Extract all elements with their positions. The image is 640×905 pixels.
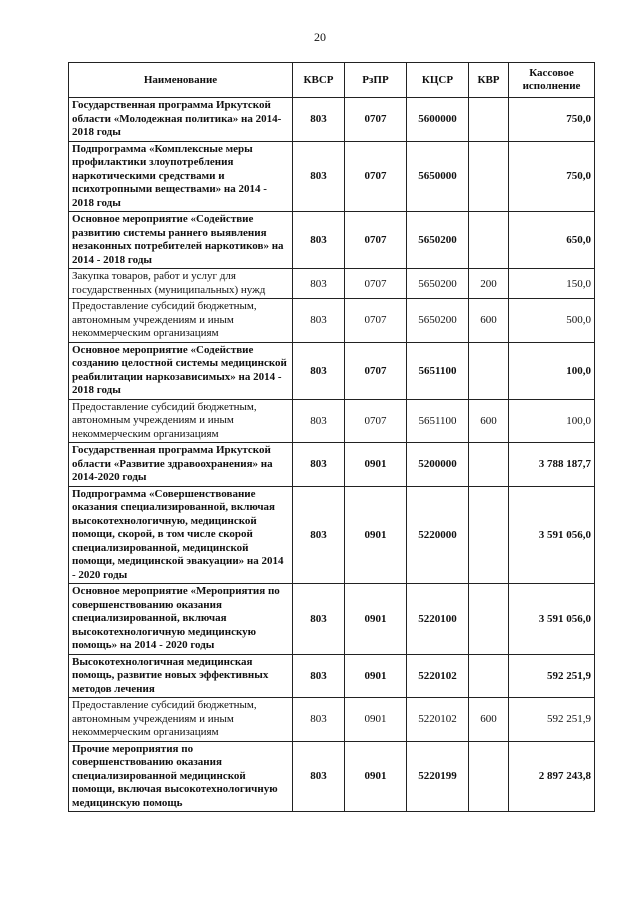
row-kcsr: 5220102 bbox=[407, 698, 469, 742]
row-kvr bbox=[469, 212, 509, 269]
row-rzpr: 0901 bbox=[345, 443, 407, 487]
row-amount: 150,0 bbox=[509, 269, 595, 299]
row-kvr: 200 bbox=[469, 269, 509, 299]
row-kcsr: 5600000 bbox=[407, 98, 469, 142]
row-rzpr: 0901 bbox=[345, 741, 407, 812]
table-row bbox=[69, 399, 595, 443]
row-name: Предоставление субсидий бюджетным, автономным учреждениям и иным некоммерческим организациям bbox=[69, 698, 293, 742]
row-kvr bbox=[469, 584, 509, 655]
row-name: Государственная программа Иркутской области «Развитие здравоохранения» на 2014-2020 годы bbox=[69, 443, 293, 487]
row-kcsr: 5220000 bbox=[407, 486, 469, 584]
row-kcsr: 5220100 bbox=[407, 584, 469, 655]
column-header-kvr: КВР bbox=[469, 63, 509, 98]
row-kcsr: 5200000 bbox=[407, 443, 469, 487]
row-amount: 750,0 bbox=[509, 98, 595, 142]
column-header-kvsr: КВСР bbox=[293, 63, 345, 98]
row-kvsr: 803 bbox=[293, 698, 345, 742]
row-rzpr: 0901 bbox=[345, 654, 407, 698]
column-header-name: Наименование bbox=[69, 63, 293, 98]
row-kvr bbox=[469, 654, 509, 698]
row-name: Закупка товаров, работ и услуг для государственных (муниципальных) нужд bbox=[69, 269, 293, 299]
table-row bbox=[69, 212, 595, 269]
row-rzpr: 0707 bbox=[345, 342, 407, 399]
row-rzpr: 0707 bbox=[345, 269, 407, 299]
row-kcsr: 5650200 bbox=[407, 212, 469, 269]
row-kvr: 600 bbox=[469, 399, 509, 443]
row-kcsr: 5220199 bbox=[407, 741, 469, 812]
column-header-kcsr: КЦСР bbox=[407, 63, 469, 98]
row-rzpr: 0707 bbox=[345, 399, 407, 443]
row-kcsr: 5650000 bbox=[407, 141, 469, 212]
row-kcsr: 5650200 bbox=[407, 269, 469, 299]
row-amount: 592 251,9 bbox=[509, 654, 595, 698]
row-kvsr: 803 bbox=[293, 584, 345, 655]
row-kvr bbox=[469, 98, 509, 142]
row-rzpr: 0901 bbox=[345, 584, 407, 655]
row-amount: 3 788 187,7 bbox=[509, 443, 595, 487]
row-rzpr: 0707 bbox=[345, 212, 407, 269]
row-amount: 2 897 243,8 bbox=[509, 741, 595, 812]
row-kvsr: 803 bbox=[293, 486, 345, 584]
row-name: Подпрограмма «Совершенствование оказания специализированной, включая высокотехнологичную, медицинской помощи, скорой, в том числе скорой специализированной, медицинской помощи, медицинской эвакуации» на 2014 - 2020 годы bbox=[69, 486, 293, 584]
row-kvsr: 803 bbox=[293, 443, 345, 487]
table-header-row bbox=[69, 63, 595, 98]
row-amount: 100,0 bbox=[509, 342, 595, 399]
row-amount: 100,0 bbox=[509, 399, 595, 443]
row-kvsr: 803 bbox=[293, 741, 345, 812]
row-kcsr: 5651100 bbox=[407, 399, 469, 443]
row-kvsr: 803 bbox=[293, 212, 345, 269]
table-row bbox=[69, 654, 595, 698]
table-row bbox=[69, 299, 595, 343]
table-row bbox=[69, 98, 595, 142]
row-amount: 750,0 bbox=[509, 141, 595, 212]
table-row bbox=[69, 269, 595, 299]
row-name: Государственная программа Иркутской области «Молодежная политика» на 2014-2018 годы bbox=[69, 98, 293, 142]
row-rzpr: 0901 bbox=[345, 698, 407, 742]
row-kvsr: 803 bbox=[293, 654, 345, 698]
row-kcsr: 5651100 bbox=[407, 342, 469, 399]
row-rzpr: 0901 bbox=[345, 486, 407, 584]
row-kcsr: 5650200 bbox=[407, 299, 469, 343]
row-name: Основное мероприятие «Мероприятия по совершенствованию оказания специализированной, включая высокотехнологичную медицинскую помощь» на 2014 - 2020 годы bbox=[69, 584, 293, 655]
row-name: Основное мероприятие «Содействие развитию системы раннего выявления незаконных потребителей наркотиков» на 2014 - 2018 годы bbox=[69, 212, 293, 269]
column-header-rzpr: РзПР bbox=[345, 63, 407, 98]
row-kvsr: 803 bbox=[293, 342, 345, 399]
row-name: Высокотехнологичная медицинская помощь, развитие новых эффективных методов лечения bbox=[69, 654, 293, 698]
row-kvr bbox=[469, 443, 509, 487]
row-kvsr: 803 bbox=[293, 98, 345, 142]
row-name: Прочие мероприятия по совершенствованию оказания специализированной медицинской помощи, включая высокотехнологичную медицинскую помощь bbox=[69, 741, 293, 812]
row-amount: 650,0 bbox=[509, 212, 595, 269]
row-name: Подпрограмма «Комплексные меры профилактики злоупотребления наркотическими средствами и психотропными веществами» на 2014 - 2018 годы bbox=[69, 141, 293, 212]
budget-table bbox=[68, 62, 595, 812]
row-amount: 500,0 bbox=[509, 299, 595, 343]
table-row bbox=[69, 741, 595, 812]
row-kvr bbox=[469, 486, 509, 584]
row-rzpr: 0707 bbox=[345, 98, 407, 142]
table-row bbox=[69, 443, 595, 487]
row-name: Предоставление субсидий бюджетным, автономным учреждениям и иным некоммерческим организациям bbox=[69, 299, 293, 343]
row-amount: 3 591 056,0 bbox=[509, 584, 595, 655]
row-kvr bbox=[469, 342, 509, 399]
table-row bbox=[69, 486, 595, 584]
table-row bbox=[69, 342, 595, 399]
row-kvr: 600 bbox=[469, 299, 509, 343]
row-rzpr: 0707 bbox=[345, 141, 407, 212]
row-kvr bbox=[469, 141, 509, 212]
column-header-cash-execution: Кассовое исполнение bbox=[509, 63, 595, 98]
row-kvr: 600 bbox=[469, 698, 509, 742]
row-amount: 3 591 056,0 bbox=[509, 486, 595, 584]
row-kcsr: 5220102 bbox=[407, 654, 469, 698]
row-kvr bbox=[469, 741, 509, 812]
row-kvsr: 803 bbox=[293, 299, 345, 343]
row-name: Предоставление субсидий бюджетным, автономным учреждениям и иным некоммерческим организациям bbox=[69, 399, 293, 443]
row-kvsr: 803 bbox=[293, 141, 345, 212]
row-amount: 592 251,9 bbox=[509, 698, 595, 742]
row-rzpr: 0707 bbox=[345, 299, 407, 343]
page-number: 20 bbox=[314, 30, 326, 44]
row-kvsr: 803 bbox=[293, 269, 345, 299]
row-name: Основное мероприятие «Содействие созданию целостной системы медицинской реабилитации наркозависимых» на 2014 - 2018 годы bbox=[69, 342, 293, 399]
table-row bbox=[69, 698, 595, 742]
table-row bbox=[69, 141, 595, 212]
table-row bbox=[69, 584, 595, 655]
row-kvsr: 803 bbox=[293, 399, 345, 443]
